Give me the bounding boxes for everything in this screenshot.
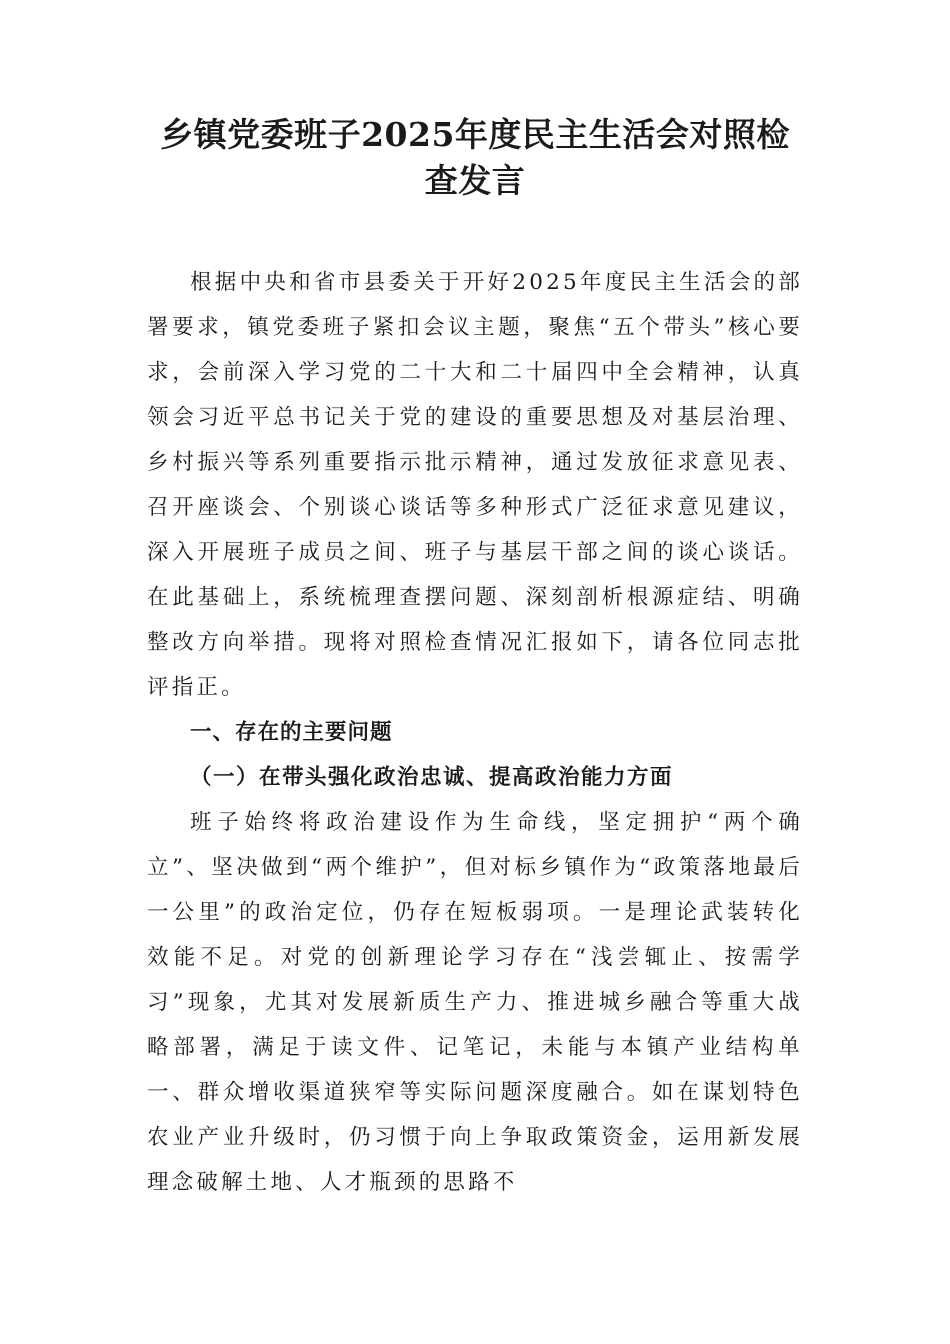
subsection-paragraph: 班子始终将政治建设作为生命线，坚定拥护“两个确立”、坚决做到“两个维护”，但对标乡镇作为“政策落地最后一公里”的政治定位，仍存在短板弱项。一是理论武装转化效能不足。对党的创新理论学习存在“浅尝辄止、按需学习”现象，尤其对发展新质生产力、推进城乡融合等重大战略部署，满足于读文件、记笔记，未能与本镇产业结构单一、群众增收渠道狭窄等实际问题深度融合。如在谋划特色农业产业升级时，仍习惯于向上争取政策资金，运用新发展理念破解土地、人才瓶颈的思路不 (147, 810, 803, 1195)
document-page (147, 112, 803, 1205)
section-heading: 一、存在的主要问题 (190, 720, 393, 745)
document-title: 乡镇党委班子2025年度民主生活会对照检查发言 (160, 115, 790, 200)
document-body (147, 260, 803, 1205)
intro-paragraph: 根据中央和省市县委关于开好2025年度民主生活会的部署要求，镇党委班子紧扣会议主题，聚焦“五个带头”核心要求，会前深入学习党的二十大和二十届四中全会精神，认真领会习近平总书记关于党的建设的重要思想及对基层治理、乡村振兴等系列重要指示批示精神，通过发放征求意见表、召开座谈会、个别谈心谈话等多种形式广泛征求意见建议，深入开展班子成员之间、班子与基层干部之间的谈心谈话。在此基础上，系统梳理查摆问题、深刻剖析根源症结、明确整改方向举措。现将对照检查情况汇报如下，请各位同志批评指正。 (147, 270, 803, 700)
subsection-heading: （一）在带头强化政治忠诚、提高政治能力方面 (190, 765, 674, 790)
